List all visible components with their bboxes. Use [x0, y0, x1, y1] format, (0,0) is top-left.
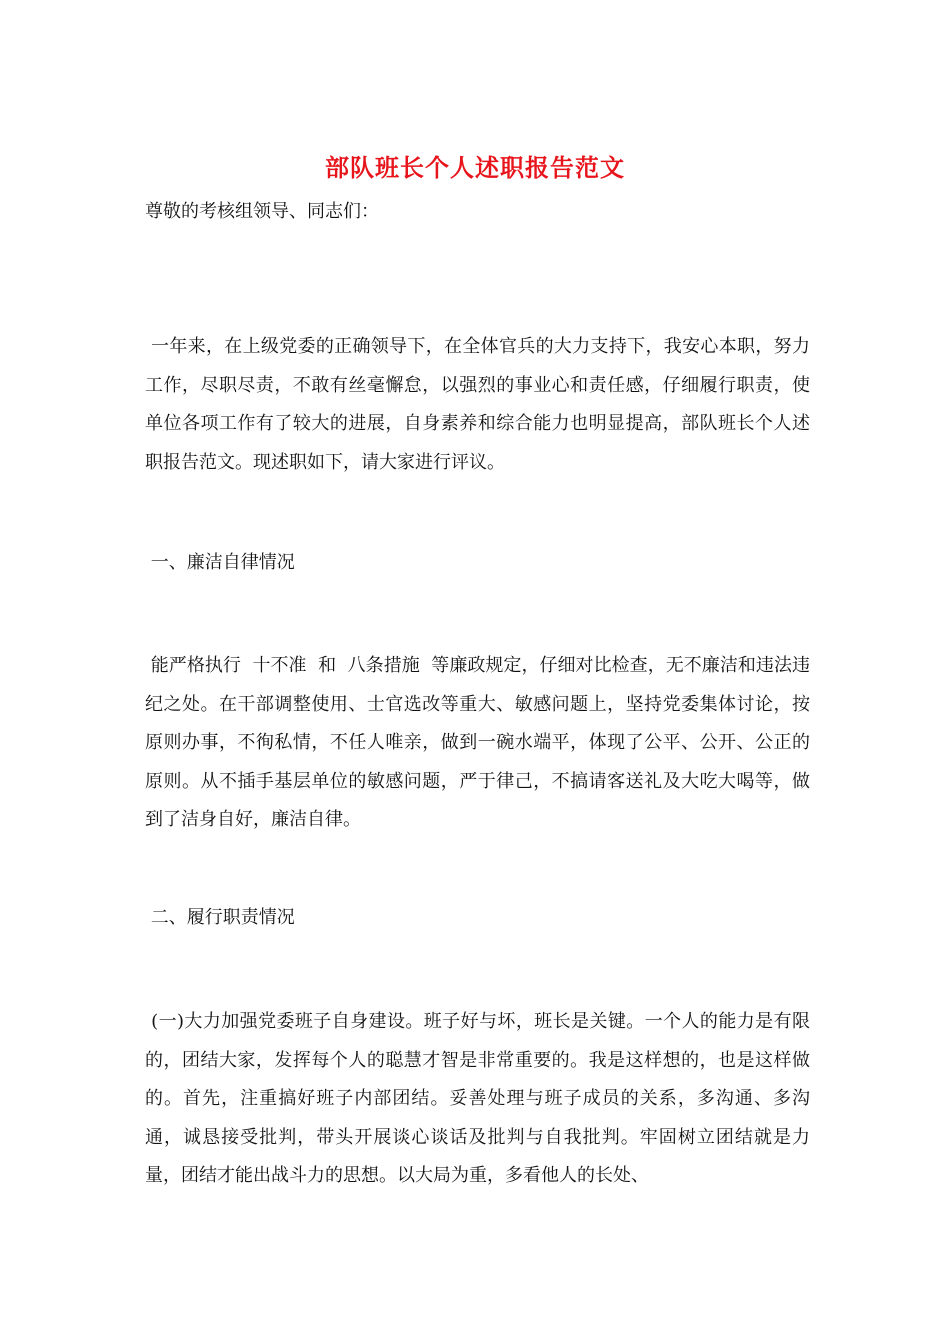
section-heading-duties: 二、履行职责情况 — [145, 907, 295, 928]
section-heading-integrity: 一、廉洁自律情况 — [145, 552, 295, 573]
paragraph-integrity: 能严格执行 十不准 和 八条措施 等廉政规定，仔细对比检查，无不廉洁和违法违纪之处。在干部调整使用、士官选改等重大、敏感问题上，坚持党委集体讨论，按原则办事，不徇私情，不任人唯亲，做到一碗水端平，体现了公平、公开、公正的原则。从不插手基层单位的敏感问题，严于律己，不搞请客送礼及大吃大喝等，做到了洁身自好，廉洁自律。 — [145, 655, 810, 830]
paragraph-intro: 一年来，在上级党委的正确领导下，在全体官兵的大力支持下，我安心本职，努力工作，尽职尽责，不敢有丝毫懈怠，以强烈的事业心和责任感，仔细履行职责，使单位各项工作有了较大的进展，自身素养和综合能力也明显提高，部队班长个人述职报告范文。现述职如下，请大家进行评议。 — [145, 336, 810, 473]
document-title: 部队班长个人述职报告范文 — [325, 153, 625, 182]
paragraph-duties: (一)大力加强党委班子自身建设。班子好与坏，班长是关键。一个人的能力是有限的，团结大家，发挥每个人的聪慧才智是非常重要的。我是这样想的，也是这样做的。首先，注重搞好班子内部团结。妥善处理与班子成员的关系，多沟通、多沟通，诚恳接受批判，带头开展谈心谈话及批判与自我批判。牢固树立团结就是力量，团结才能出战斗力的思想。以大局为重，多看他人的长处、 — [145, 1011, 810, 1186]
greeting-line: 尊敬的考核组领导、同志们： — [145, 201, 379, 222]
